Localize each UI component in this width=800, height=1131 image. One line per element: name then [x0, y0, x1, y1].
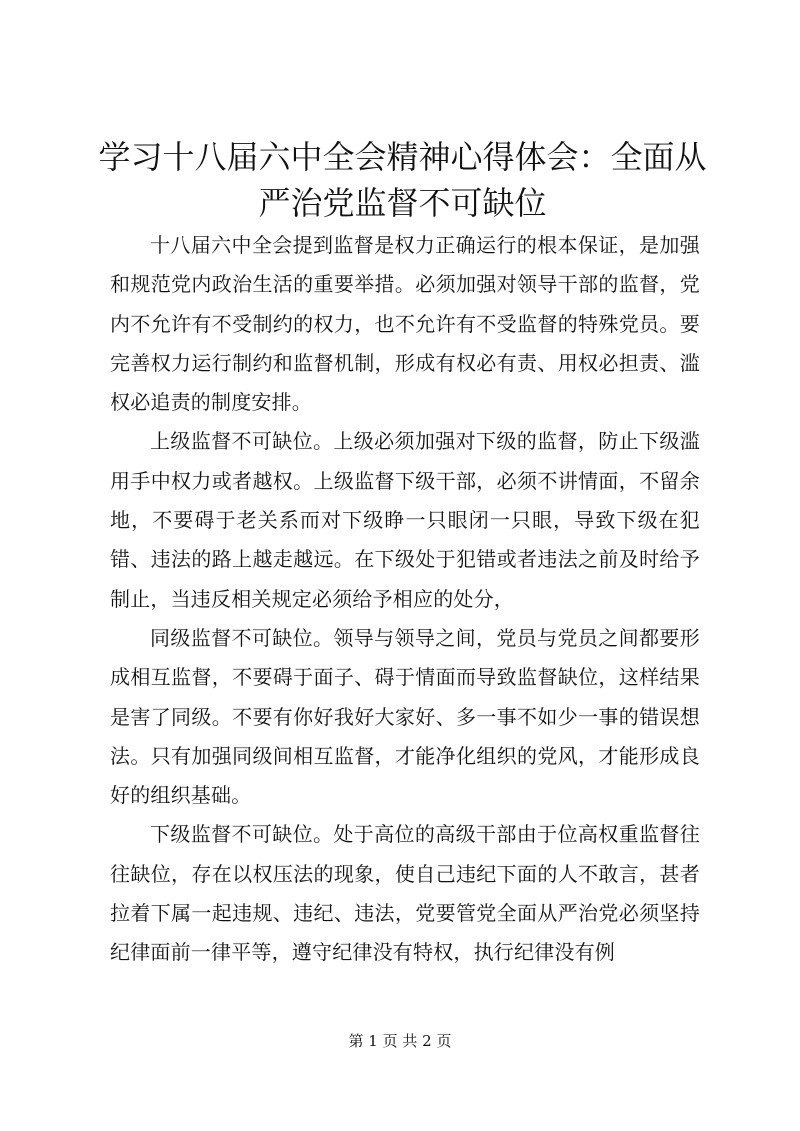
- paragraph-subordinate-supervision: 下级监督不可缺位。处于高位的高级干部由于位高权重监督往往缺位，存在以权压法的现象，使自己违纪下面的人不敢言，甚者拉着下属一起违规、违纪、违法，党要管党全面从严治党必须坚持纪律面前一律平等，遵守纪律没有特权，执行纪律没有例: [110, 822, 700, 965]
- paragraph-superior-supervision: 上级监督不可缺位。上级必须加强对下级的监督，防止下级滥用手中权力或者越权。上级监督下级干部，必须不讲情面，不留余地，不要碍于老关系而对下级睁一只眼闭一只眼，导致下级在犯错、违法的路上越走越远。在下级处于犯错或者违法之前及时给予制止，当违反相关规定必须给予相应的处分，: [110, 429, 700, 611]
- paragraph-peer-supervision: 同级监督不可缺位。领导与领导之间，党员与党员之间都要形成相互监督，不要碍于面子、碍于情面而导致监督缺位，这样结果是害了同级。不要有你好我好大家好、多一事不如少一事的错误想法。只有加强同级间相互监督，才能净化组织的党风，才能形成良好的组织基础。: [110, 625, 700, 808]
- document-body: [110, 226, 700, 973]
- page-number-footer: 第 1 页 共 2 页: [348, 1032, 452, 1050]
- paragraph-intro: 十八届六中全会提到监督是权力正确运行的根本保证，是加强和规范党内政治生活的重要举措。必须加强对领导干部的监督，党内不允许有不受制约的权力，也不允许有不受监督的特殊党员。要完善权力运行制约和监督机制，形成有权必有责、用权必担责、滥权必追责的制度安排。: [110, 233, 700, 415]
- document-title: 学习十八届六中全会精神心得体会：全面从严治党监督不可缺位: [98, 138, 707, 222]
